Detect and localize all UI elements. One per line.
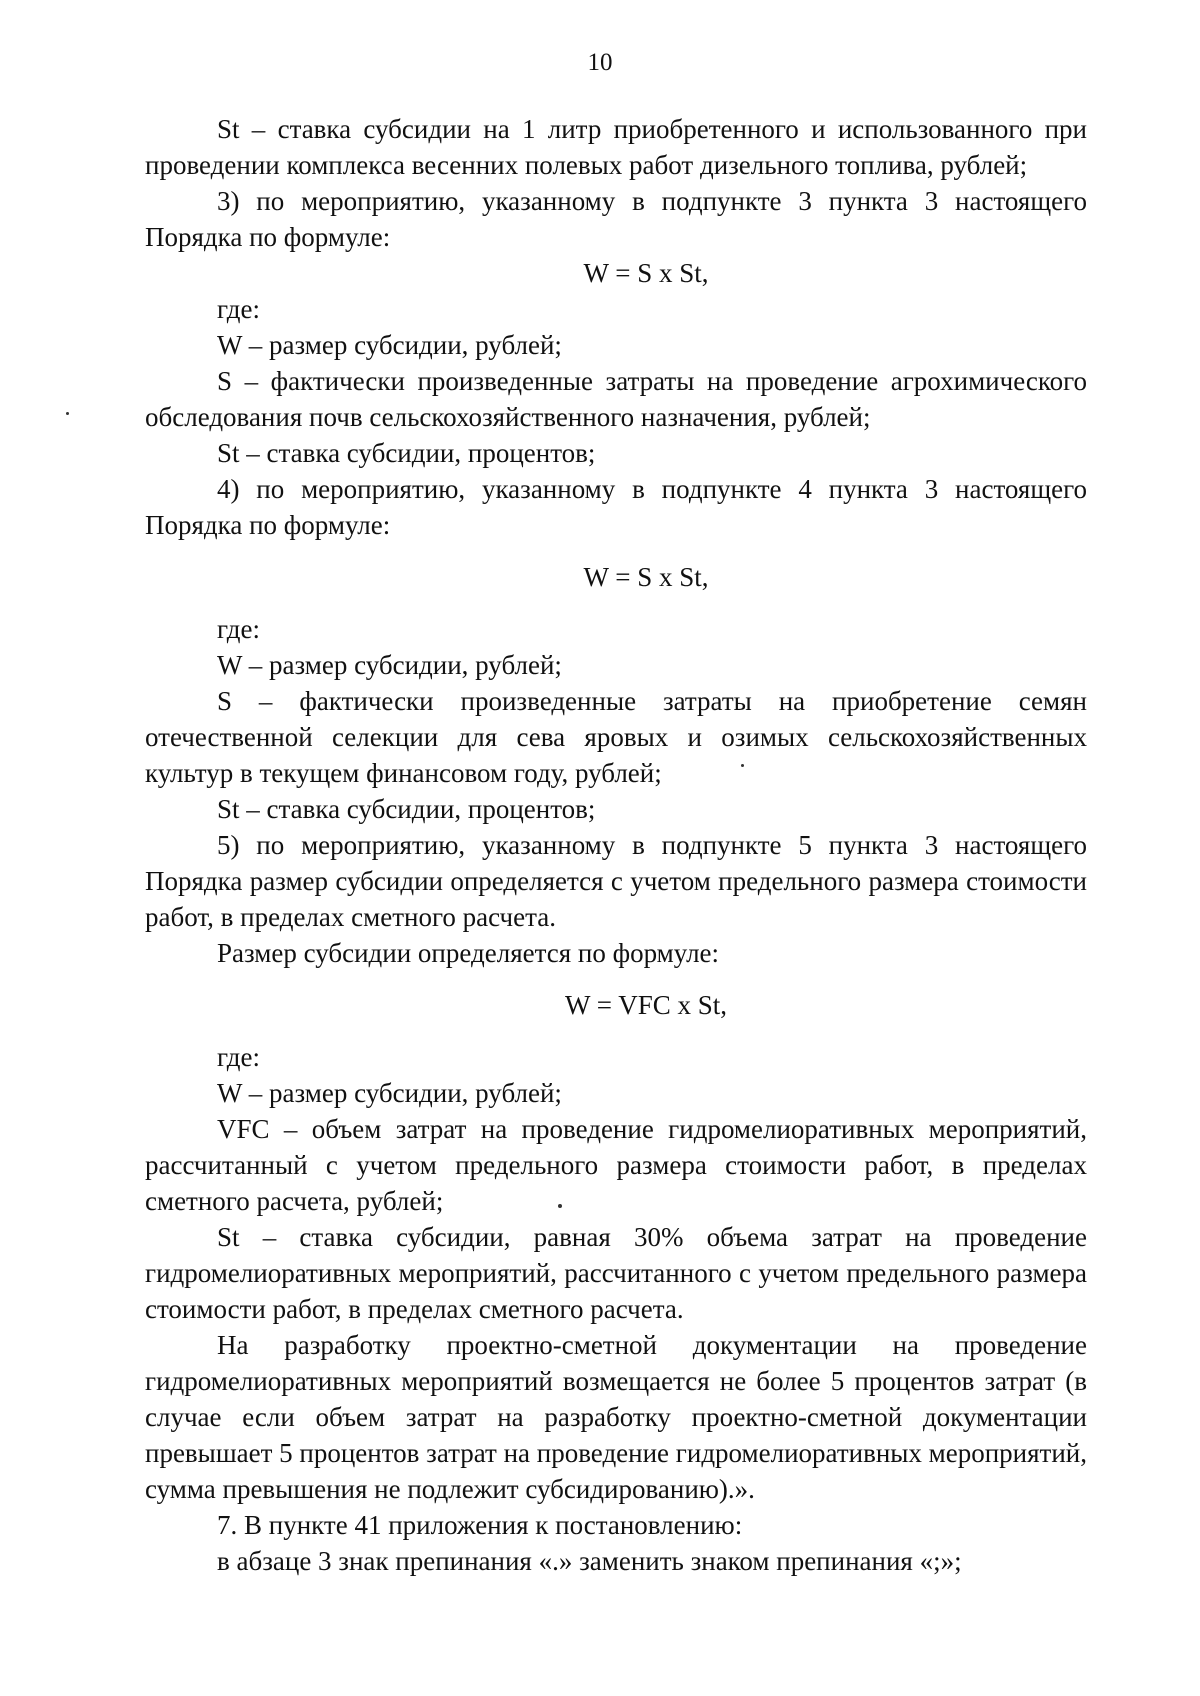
formula-item-4: W = S x St,: [583, 562, 709, 592]
where-label: где:: [217, 614, 260, 644]
definition-w: W – размер субсидии, рублей;: [217, 330, 562, 360]
paragraph-item-4: 4) по мероприятию, указанному в подпункте 4 пункта 3 настоящего Порядка по формуле:: [145, 474, 1087, 540]
paragraph-formula-intro: Размер субсидии определяется по формуле:: [217, 938, 720, 968]
definition-st: St – ставка субсидии, процентов;: [217, 794, 596, 824]
scan-speck: [741, 764, 744, 767]
definition-w: W – размер субсидии, рублей;: [217, 650, 562, 680]
definition-vfc: VFC – объем затрат на проведение гидромелиоративных мероприятий, рассчитанный с учетом предельного размера стоимости работ, в пределах сметного расчета, рублей;: [145, 1114, 1087, 1216]
definition-s: S – фактически произведенные затраты на приобретение семян отечественной селекции для сева яровых и озимых сельскохозяйственных культур в текущем финансовом году, рублей;: [145, 686, 1087, 788]
paragraph-design-docs: На разработку проектно-сметной документации на проведение гидромелиоративных мероприятий возмещается не более 5 процентов затрат (в случае если объем затрат на разработку проектно-сметной документации превышает 5 процентов затрат на проведение гидромелиоративных мероприятий, сумма превышения не подлежит субсидированию).».: [145, 1330, 1087, 1504]
paragraph-item-5: 5) по мероприятию, указанному в подпункте 5 пункта 3 настоящего Порядка размер субсидии определяется с учетом предельного размера стоимости работ, в пределах сметного расчета.: [145, 830, 1087, 932]
scan-speck: [66, 412, 69, 415]
formula-item-3: W = S x St,: [583, 258, 709, 288]
definition-s: S – фактически произведенные затраты на проведение агрохимического обследования почв сельскохозяйственного назначения, рублей;: [145, 366, 1087, 432]
definition-w: W – размер субсидии, рублей;: [217, 1078, 562, 1108]
document-body: [145, 111, 1087, 1579]
paragraph-st-diesel: St – ставка субсидии на 1 литр приобретенного и использованного при проведении комплекса весенних полевых работ дизельного топлива, рублей;: [145, 114, 1087, 180]
where-label: где:: [217, 294, 260, 324]
paragraph-item-7: 7. В пункте 41 приложения к постановлению:: [217, 1510, 743, 1540]
where-label: где:: [217, 1042, 260, 1072]
definition-st: St – ставка субсидии, равная 30% объема затрат на проведение гидромелиоративных мероприятий, рассчитанного с учетом предельного размера стоимости работ, в пределах сметного расчета.: [145, 1222, 1087, 1324]
paragraph-amendment: в абзаце 3 знак препинания «.» заменить знаком препинания «;»;: [217, 1546, 962, 1576]
paragraph-item-3: 3) по мероприятию, указанному в подпункте 3 пункта 3 настоящего Порядка по формуле:: [145, 186, 1087, 252]
formula-item-5: W = VFC x St,: [564, 990, 728, 1020]
scan-speck: [558, 1204, 562, 1208]
definition-st: St – ставка субсидии, процентов;: [217, 438, 596, 468]
page-number: 10: [587, 49, 613, 76]
